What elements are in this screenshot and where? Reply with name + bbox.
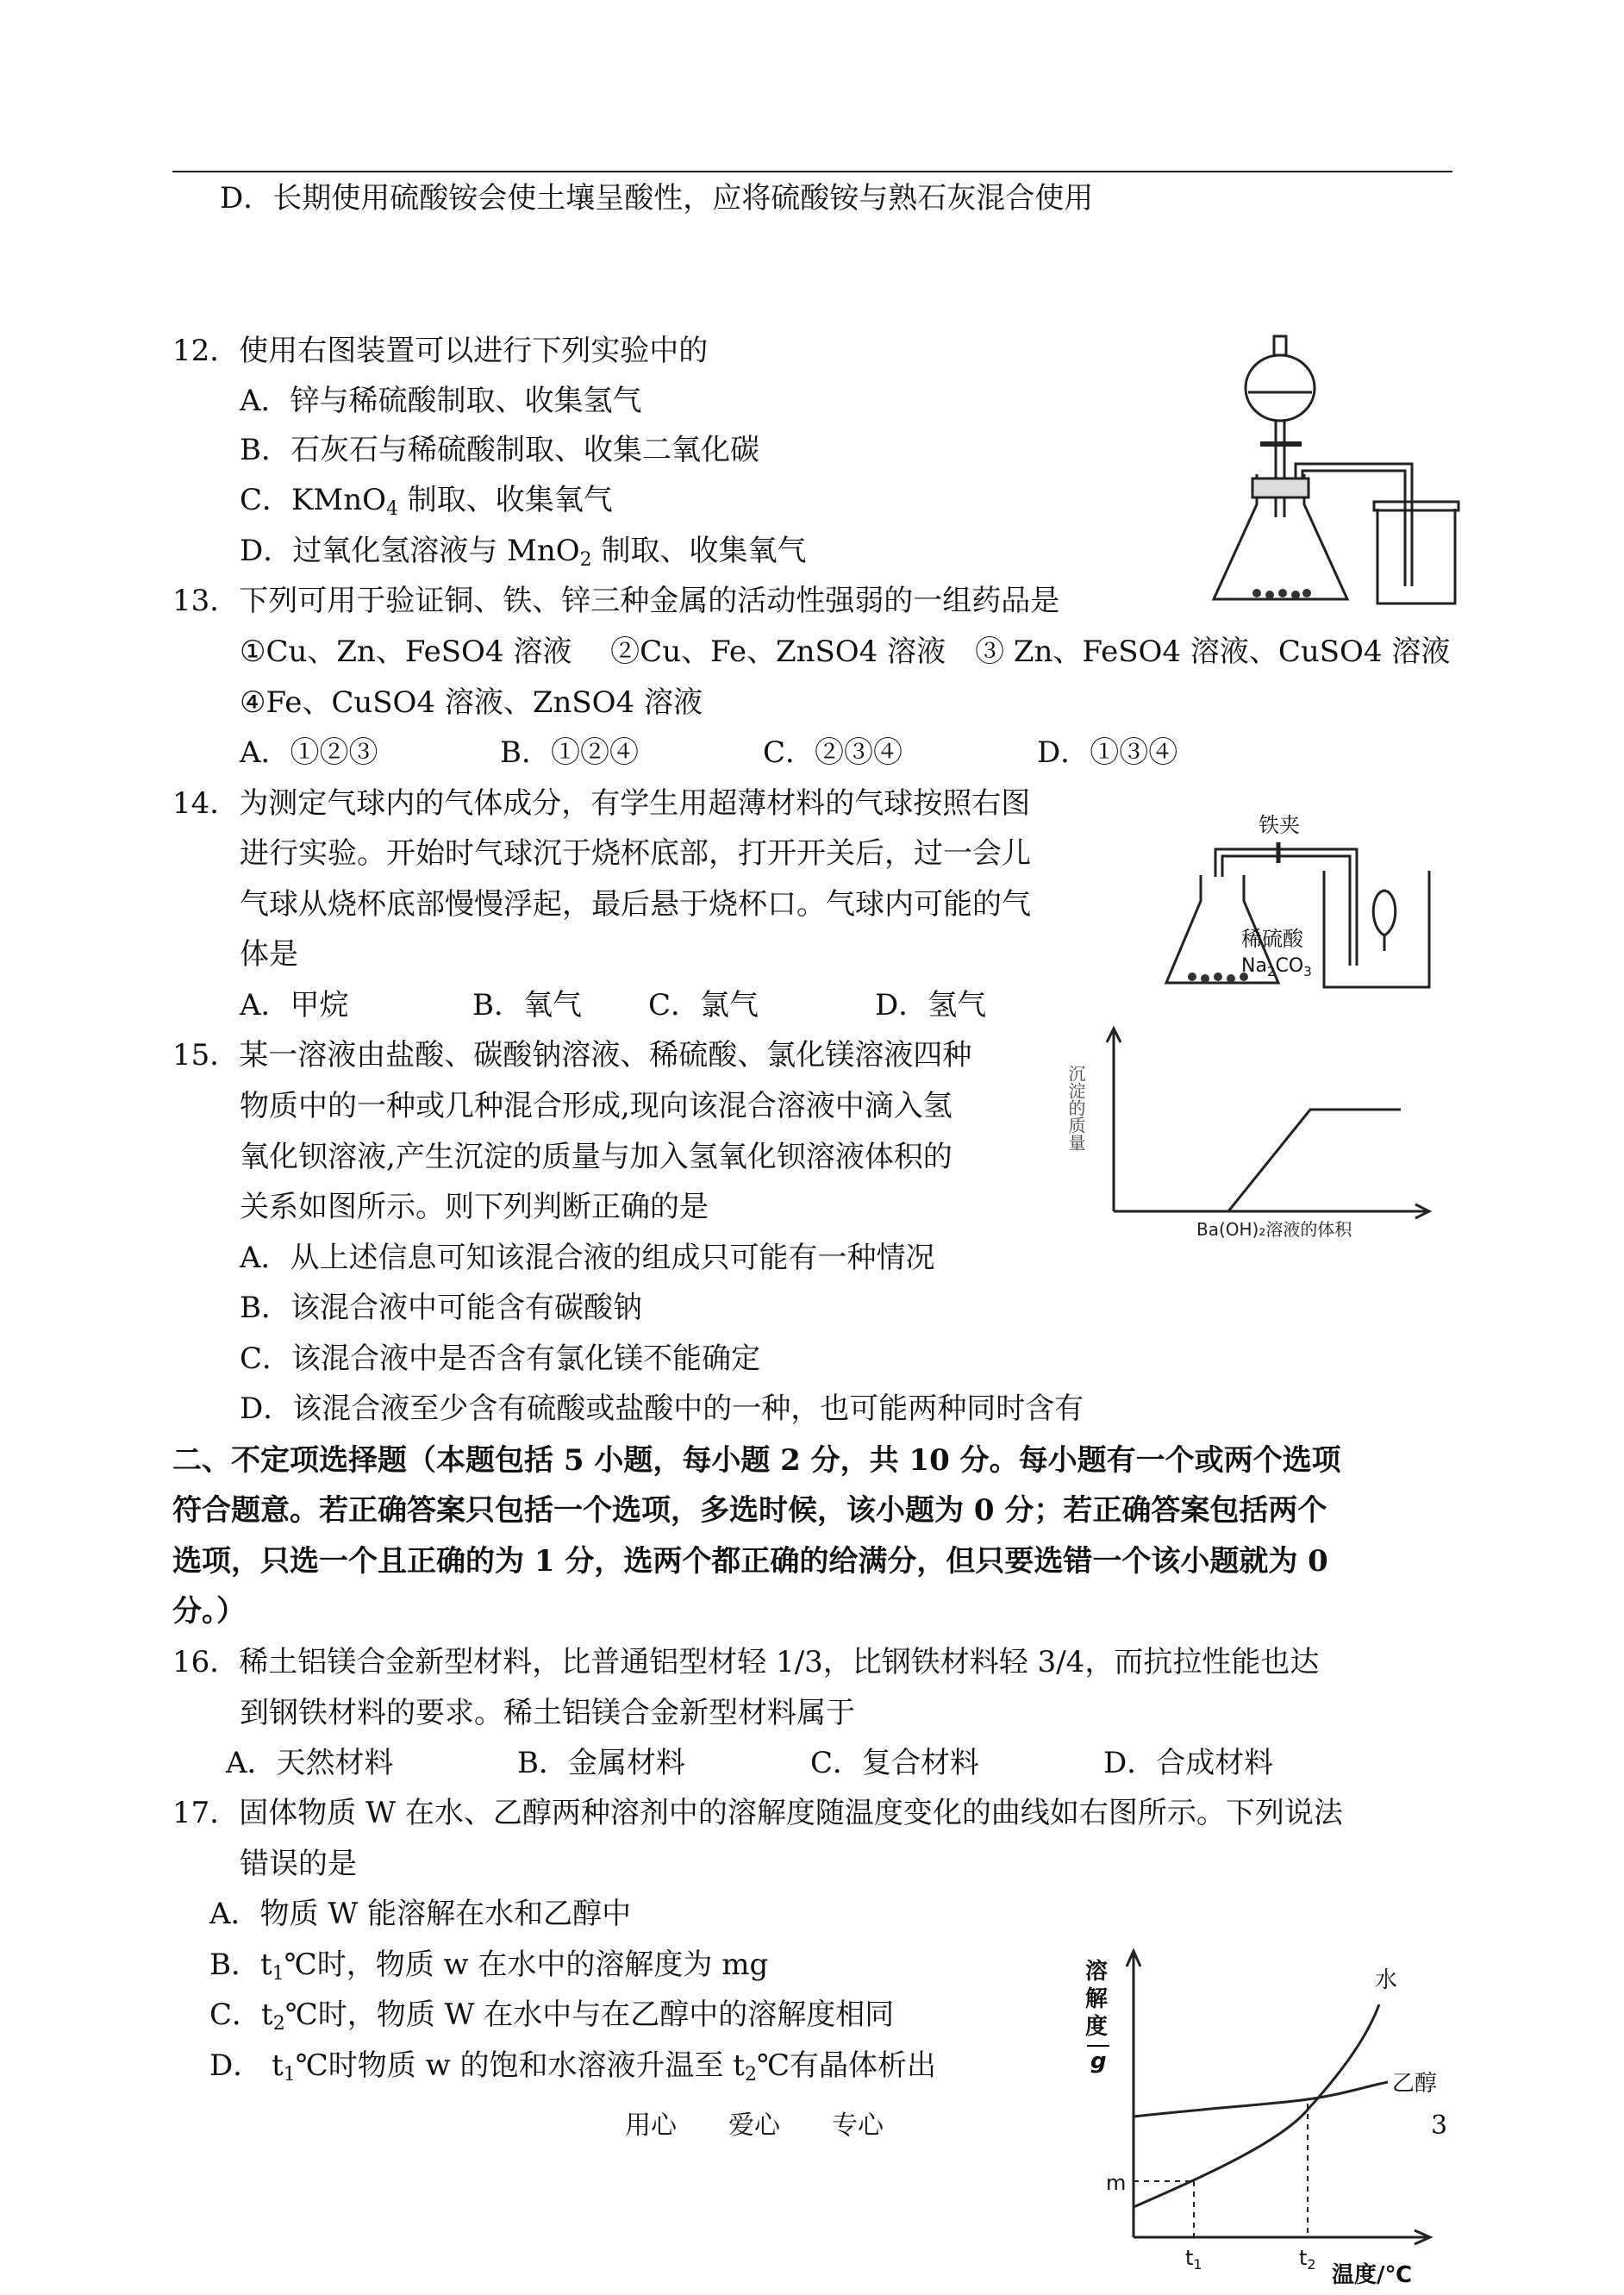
q17-stem-line1: 17．固体物质 W 在水、乙醇两种溶剂中的溶解度随温度变化的曲线如右图所示。下列说法 xyxy=(172,1796,1343,1830)
q14-balloon-figure xyxy=(1162,806,1455,991)
q17-stem-line2: 错误的是 xyxy=(240,1847,357,1881)
q13-option-d: D．①③④ xyxy=(1037,735,1178,770)
q14-label-clamp: 铁夹 xyxy=(1259,813,1300,837)
q14-option-c: C．氯气 xyxy=(648,988,759,1022)
q16-stem-line2: 到钢铁材料的要求。稀土铝镁合金新型材料属于 xyxy=(240,1696,855,1730)
q17-label-t2: $t_2$ xyxy=(1299,2246,1316,2273)
q17-option-d: D． $t_1℃$时物质 w 的饱和水溶液升温至 $t_2℃$有晶体析出 xyxy=(209,2048,937,2086)
q13-reagents-line2: ④Fe、CuSO4 溶液、ZnSO4 溶液 xyxy=(240,685,703,720)
q17-ylabel-2: 解 xyxy=(1085,1986,1109,2012)
q17-ylabel-unit: g xyxy=(1090,2048,1107,2074)
q14-option-b: B．氧气 xyxy=(472,988,582,1022)
prev-question-option-d: D．长期使用硫酸铵会使土壤呈酸性，应将硫酸铵与熟石灰混合使用 xyxy=(220,181,1094,216)
q17-option-c: C．$t_2℃$时，物质 W 在水中与在乙醇中的溶解度相同 xyxy=(209,1998,895,2035)
q17-xlabel: 温度/℃ xyxy=(1332,2262,1412,2288)
q12-option-b: B．石灰石与稀硫酸制取、收集二氧化碳 xyxy=(240,433,759,467)
q15-graph-ylabel: 沉淀的质量 xyxy=(1065,1065,1086,1151)
page-number: 3 xyxy=(1431,2111,1448,2141)
section2-line1: 二、不定项选择题（本题包括 5 小题，每小题 2 分，共 10 分。每小题有一个或两个选项 xyxy=(172,1443,1341,1478)
q16-option-a: A．天然材料 xyxy=(226,1746,394,1780)
section2-line2: 符合题意。若正确答案只包括一个选项，多选时候，该小题为 0 分；若正确答案包括两个 xyxy=(172,1493,1327,1528)
q16-stem-line1: 16．稀土铝镁合金新型材料，比普通铝型材轻 1/3，比钢铁材料轻 3/4，而抗拉性能也达 xyxy=(172,1645,1320,1679)
q17-label-water: 水 xyxy=(1375,1967,1398,1993)
q15-option-a: A．从上述信息可知该混合液的组成只可能有一种情况 xyxy=(240,1241,935,1275)
q17-label-m: m xyxy=(1106,2171,1127,2195)
q12-stem: 12．使用右图装置可以进行下列实验中的 xyxy=(172,334,709,368)
q12-option-c: C．KMnO$_4$ 制取、收集氧气 xyxy=(240,483,613,520)
q14-label-salt: $Na_2CO_3$ xyxy=(1241,955,1312,979)
q13-option-b: B．①②④ xyxy=(500,735,639,770)
q15-precipitate-graph xyxy=(1065,1022,1440,1241)
q14-option-d: D．氢气 xyxy=(875,988,987,1022)
q16-option-d: D．合成材料 xyxy=(1103,1746,1274,1780)
q17-ylabel-1: 溶 xyxy=(1085,1959,1109,1985)
q12-apparatus-figure xyxy=(1205,319,1464,603)
q14-option-a: A．甲烷 xyxy=(240,988,349,1022)
q17-label-t1: $t_1$ xyxy=(1185,2246,1202,2273)
q14-stem-line1: 14．为测定气球内的气体成分，有学生用超薄材料的气球按照右图 xyxy=(172,786,1031,821)
footer-text: 用心 爱心 专心 xyxy=(625,2111,884,2141)
q15-stem-line4: 关系如图所示。则下列判断正确的是 xyxy=(240,1190,709,1224)
q15-graph-line xyxy=(1228,1110,1401,1211)
q14-stem-line4: 体是 xyxy=(240,937,298,972)
q15-stem-line1: 15．某一溶液由盐酸、碳酸钠溶液、稀硫酸、氯化镁溶液四种 xyxy=(172,1038,972,1072)
q13-option-c: C．②③④ xyxy=(763,735,903,770)
section2-line3: 选项，只选一个且正确的为 1 分，选两个都正确的给满分，但只要选错一个该小题就为 0 xyxy=(172,1544,1328,1579)
q16-option-b: B．金属材料 xyxy=(517,1746,685,1780)
header-rule xyxy=(172,171,1452,172)
q16-option-c: C．复合材料 xyxy=(810,1746,980,1780)
q15-stem-line2: 物质中的一种或几种混合形成,现向该混合溶液中滴入氢 xyxy=(240,1089,953,1123)
q14-stem-line3: 气球从烧杯底部慢慢浮起，最后悬于烧杯口。气球内可能的气 xyxy=(240,887,1031,922)
q15-graph-xlabel: Ba(OH)₂溶液的体积 xyxy=(1196,1219,1352,1240)
q15-option-d: D．该混合液至少含有硫酸或盐酸中的一种，也可能两种同时含有 xyxy=(240,1391,1084,1426)
q14-stem-line2: 进行实验。开始时气球沉于烧杯底部，打开开关后，过一会儿 xyxy=(240,836,1031,871)
q13-option-a: A．①②③ xyxy=(240,735,378,770)
q12-option-a: A．锌与稀硫酸制取、收集氢气 xyxy=(240,384,642,418)
q12-option-d: D．过氧化氢溶液与 MnO$_2$ 制取、收集氧气 xyxy=(240,534,807,571)
q15-option-c: C．该混合液中是否含有氯化镁不能确定 xyxy=(240,1341,761,1376)
section2-line4: 分。） xyxy=(172,1594,246,1629)
q17-option-b: B．$t_1℃$时，物质 w 在水中的溶解度为 mg xyxy=(209,1948,769,1985)
q15-option-b: B．该混合液中可能含有碳酸钠 xyxy=(240,1291,642,1325)
q17-ylabel-3: 度 xyxy=(1085,2014,1109,2040)
q13-reagents-line1: ①Cu、Zn、FeSO4 溶液 ②Cu、Fe、ZnSO4 溶液 ③ Zn、FeSO4 溶液、CuSO4 溶液 xyxy=(240,635,1451,669)
q17-option-a: A．物质 W 能溶解在水和乙醇中 xyxy=(209,1897,632,1931)
q14-label-acid: 稀硫酸 xyxy=(1241,927,1303,951)
q15-stem-line3: 氧化钡溶液,产生沉淀的质量与加入氢氧化钡溶液体积的 xyxy=(240,1140,953,1174)
q17-solubility-graph xyxy=(1082,1944,1444,2289)
q17-ethanol-curve xyxy=(1134,2082,1388,2117)
q13-stem: 13．下列可用于验证铜、铁、锌三种金属的活动性强弱的一组药品是 xyxy=(172,584,1060,618)
q17-label-ethanol: 乙醇 xyxy=(1392,2071,1438,2097)
